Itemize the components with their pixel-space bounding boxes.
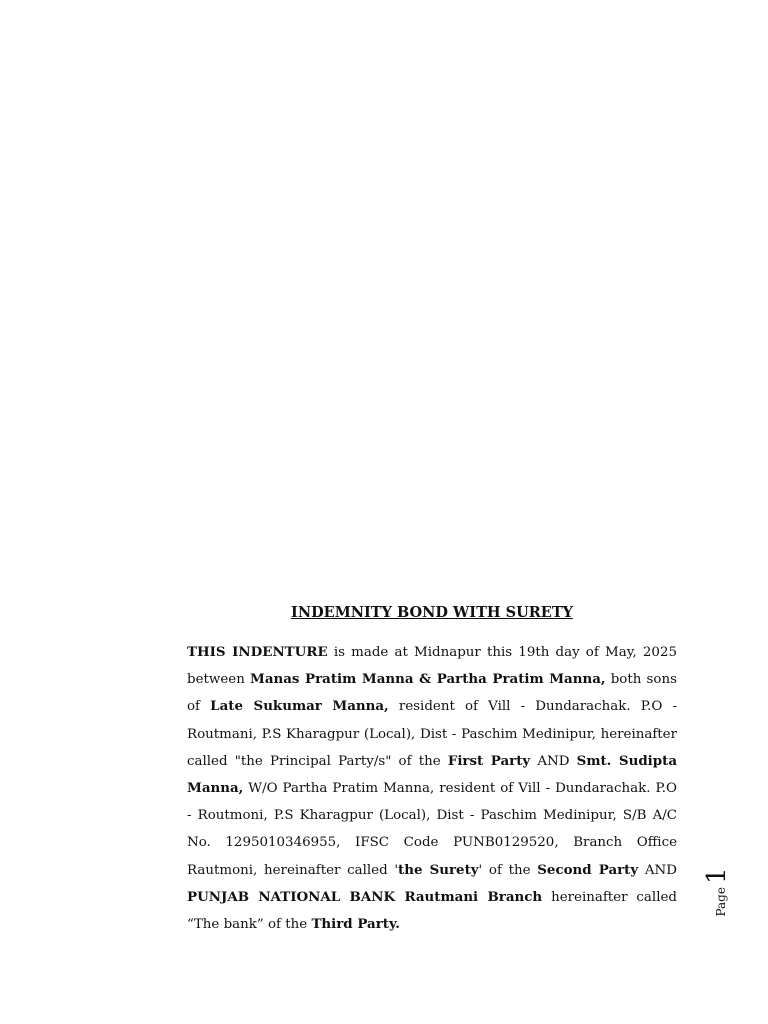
indenture-paragraph [187,639,677,938]
third-party-label: Third Party. [311,916,400,933]
surety-label: the Surety [398,861,479,878]
paragraph-text: both sons of [187,672,677,715]
paragraph-text: AND [638,862,677,878]
second-party-label: Second Party [537,861,639,878]
page-number-label [702,867,752,917]
father-name: Late Sukumar Manna, [210,698,389,715]
page-number: 1 [702,867,732,885]
indenture-label: THIS INDENTURE [187,644,328,660]
paragraph-text: is made at Midnapur this 19th day of May, 2025 between [187,645,677,688]
surety-name: Smt. Sudipta Manna, [187,752,677,797]
paragraph-text: resident of Vill - Dundarachak. P.O - Routmani, P.S Kharagpur (Local), Dist - Paschim Medinipur, hereinafter called "the Principal Party/s" of the [187,699,677,769]
first-party-names: Manas Pratim Manna & Partha Pratim Manna, [250,671,606,688]
bank-name: PUNJAB NATIONAL BANK Rautmani Branch [187,888,543,905]
first-party-label: First Party [447,752,531,769]
paragraph-text: AND [530,753,577,769]
paragraph-text: hereinafter called “The bank” of the [187,889,677,933]
paragraph-text: ' of the [478,862,538,878]
document-title: INDEMNITY BOND WITH SURETY [291,604,573,621]
page-word: Page [714,887,728,917]
paragraph-text: W/O Partha Pratim Manna, resident of Vill - Dundarachak. P.O - Routmoni, P.S Kharagpur (Local), Dist - Paschim Medinipur, S/B A/C No. 1295010346955, IFSC Code PUNB0129520, Branch Office Rautmoni, hereinafter called ' [187,781,677,878]
